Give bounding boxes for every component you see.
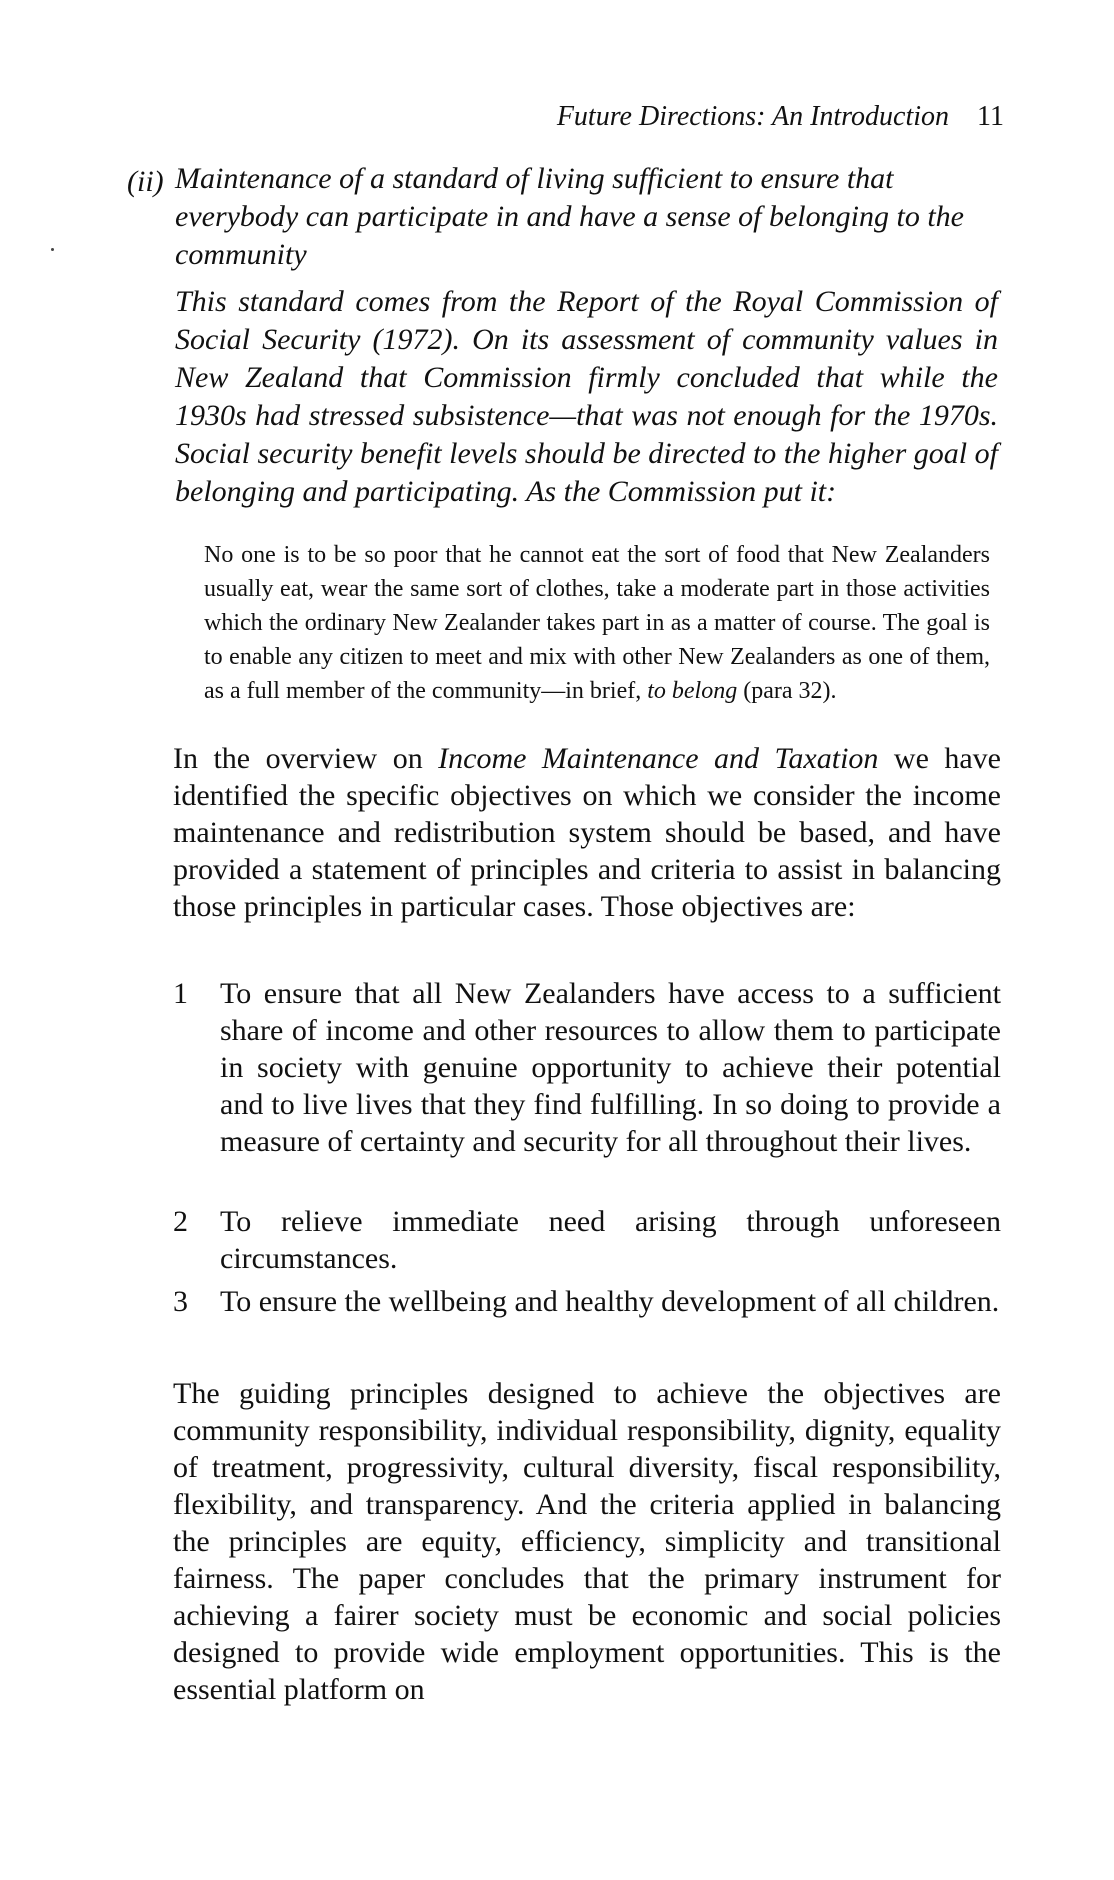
objective-number: 1 bbox=[173, 977, 188, 1010]
quote-text-after: (para 32). bbox=[737, 678, 837, 704]
item-heading: Maintenance of a standard of living sufficient to ensure that everybody can participate in and have a sense of belonging to the community bbox=[175, 162, 964, 271]
block-quote bbox=[204, 538, 990, 708]
overview-title: Income Maintenance and Taxation bbox=[438, 742, 879, 775]
objective-text: To ensure the wellbeing and healthy development of all children. bbox=[220, 1285, 1000, 1318]
objective-number: 2 bbox=[173, 1205, 188, 1238]
commission-paragraph: This standard comes from the Report of the Royal Commission of Social Security (1972). On its assessment of community values in New Zealand that Commission firmly concluded that while the 1930s had stressed subsistence—that was not enough for the 1970s. Social security benefit levels should be directed to the higher goal of belonging and participating. As the Commission put it: bbox=[175, 285, 998, 508]
objective-item bbox=[173, 975, 1001, 1160]
overview-text-before: In the overview on bbox=[173, 742, 439, 775]
running-head-title: Future Directions: An Introduction bbox=[556, 101, 950, 132]
margin-mark bbox=[51, 248, 54, 251]
objective-text: To relieve immediate need arising through unforeseen circumstances. bbox=[220, 1205, 1001, 1275]
quote-text-before: No one is to be so poor that he cannot eat the sort of food that New Zealanders usually eat, wear the same sort of clothes, take a moderate part in those activities which the ordinary New Zealander takes part in as a matter of course. The goal is to enable any citizen to meet and mix with other New Zealanders as one of them, as a full member of the community—in brief, bbox=[204, 542, 990, 704]
objective-item bbox=[173, 1203, 1001, 1277]
item-number: (ii) bbox=[127, 165, 164, 198]
principles-paragraph: The guiding principles designed to achieve the objectives are community responsibility, individual responsibility, dignity, equality of treatment, progressivity, cultural diversity, fiscal responsibility, flexibility, and transparency. And the criteria applied in balancing the principles are equity, efficiency, simplicity and transitional fairness. The paper concludes that the primary instrument for achieving a fairer society must be economic and social policies designed to provide wide employment opportunities. This is the essential platform on bbox=[173, 1377, 1001, 1706]
page-number: 11 bbox=[977, 101, 1004, 132]
overview-text-after: we have identified the specific objectives on which we consider the income maintenance and redistribution system should be based, and have provided a statement of principles and criteria to assist in balancing those principles in particular cases. Those objectives are: bbox=[173, 742, 1001, 923]
objective-number: 3 bbox=[173, 1285, 188, 1318]
objective-text: To ensure that all New Zealanders have access to a sufficient share of income and other resources to allow them to participate in society with genuine opportunity to achieve their potential and to live lives that they find fulfilling. In so doing to provide a measure of certainty and security for all throughout their lives. bbox=[220, 977, 1001, 1158]
quote-emphasis: to belong bbox=[647, 678, 738, 704]
objective-item bbox=[173, 1283, 1001, 1320]
running-head bbox=[557, 100, 1004, 134]
overview-paragraph bbox=[173, 740, 1001, 925]
